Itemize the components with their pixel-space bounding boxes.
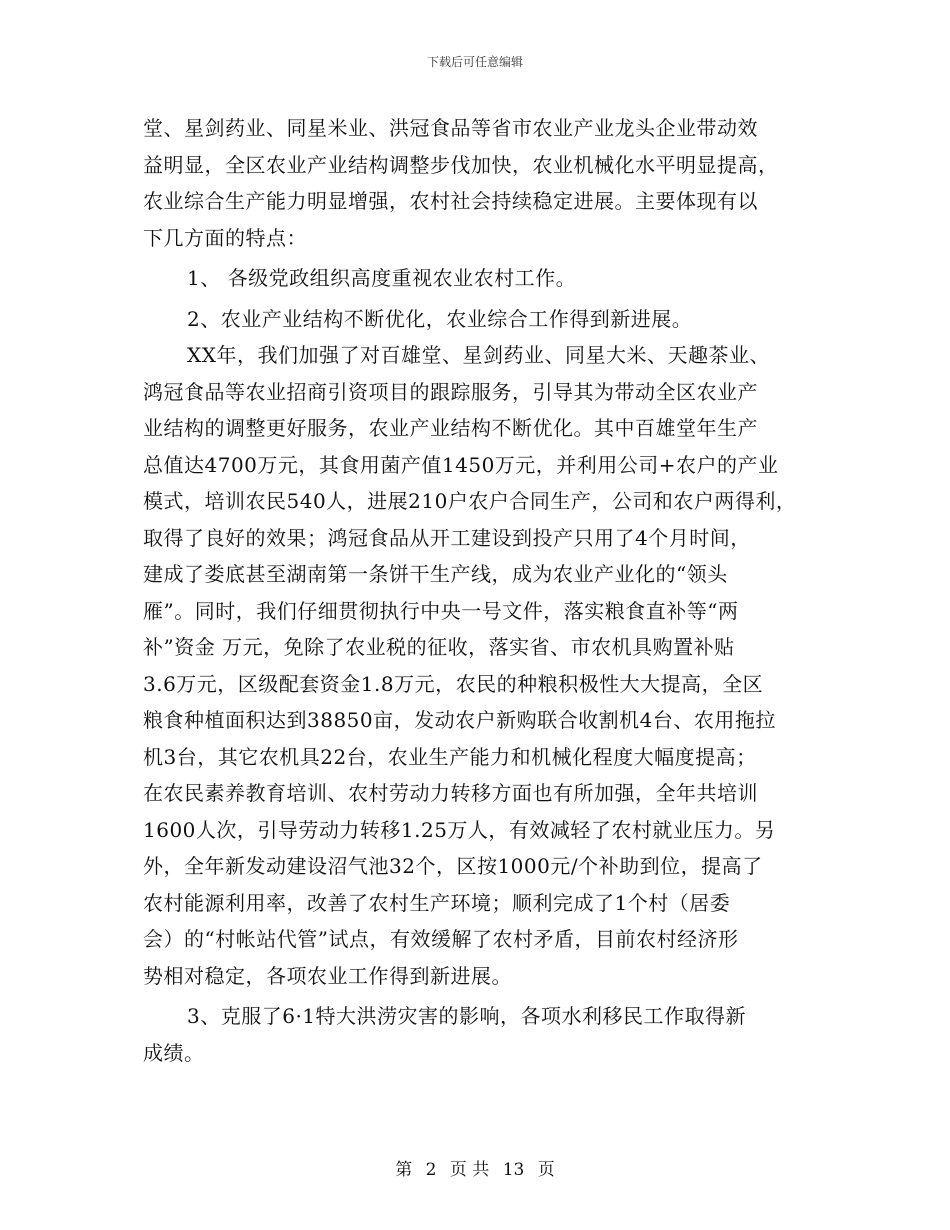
text-line: 会）的“村帐站代管”试点，有效缓解了农村矛盾，目前农村经济形 <box>143 927 739 951</box>
text-line: 堂、星剑药业、同星米业、洪冠食品等省市农业产业龙头企业带动效 <box>143 116 758 140</box>
text-line: 业结构的调整更好服务，农业产业结构不断优化。其中百雄堂年生产 <box>143 416 758 440</box>
page-suffix: 页 <box>537 1160 555 1180</box>
text-line: 农业综合生产能力明显增强，农村社会持续稳定进展。主要体现有以 <box>143 189 758 213</box>
text-line: 雁”。同时，我们仔细贯彻执行中央一号文件，落实粮食直补等“两 <box>143 598 739 623</box>
document-body <box>143 110 815 1071</box>
text-line: 在农民素养教育培训、农村劳动力转移方面也有所加强，全年共培训 <box>143 781 758 805</box>
text-line: 3.6万元，区级配套资金1.8万元，农民的种粮积极性大大提高，全区 <box>143 671 764 696</box>
text-line: 建成了娄底甚至湖南第一条饼干生产线，成为农业产业化的“领头 <box>143 562 728 586</box>
section-heading-2: 2、农业产业结构不断优化，农业综合工作得到新进展。 <box>187 306 693 331</box>
text-line: 取得了良好的效果；鸿冠食品从开工建设到投产只用了4个月时间， <box>143 525 751 550</box>
page-footer <box>0 1155 950 1180</box>
text-line: 1600人次，引导劳动力转移1.25万人，有效减轻了农村就业压力。另 <box>143 817 776 842</box>
text-line: 总值达4700万元，其食用菌产值1450万元，并利用公司+农户的产业 <box>143 452 779 477</box>
text-line: 益明显，全区农业产业结构调整步伐加快，农业机械化水平明显提高， <box>143 152 779 177</box>
section-heading-3: 3、克服了6·1特大洪涝灾害的影响，各项水利移民工作取得新 <box>187 1004 747 1028</box>
page-prefix: 第 <box>395 1160 413 1180</box>
section-heading-1: 1、 各级党政组织高度重视农业农村工作。 <box>187 266 577 290</box>
text-line: XX年，我们加强了对百雄堂、星剑药业、同星大米、天趣茶业、 <box>187 343 770 367</box>
text-line: 鸿冠食品等农业招商引资项目的跟踪服务，引导其为带动全区农业产 <box>143 379 758 404</box>
page-mid: 页 共 <box>449 1160 490 1180</box>
text-line: 模式，培训农民540人，进展210户农户合同生产，公司和农户两得利， <box>143 489 797 513</box>
text-line: 补”资金 万元，免除了农业税的征收，落实省、市农机具购置补贴 <box>143 635 735 659</box>
text-line: 下几方面的特点： <box>143 225 307 250</box>
text-line: 农村能源利用率，改善了农村生产环境；顺利完成了1个村（居委 <box>143 890 731 915</box>
text-line: 外，全年新发动建设沼气池32个，区按1000元/个补助到位，提高了 <box>143 854 763 878</box>
text-line: 粮食种植面积达到38850亩，发动农户新购联合收割机4台、农用拖拉 <box>143 708 776 732</box>
text-line: 成绩。 <box>143 1040 205 1065</box>
text-line: 势相对稳定，各项农业工作得到新进展。 <box>143 963 512 988</box>
page-header-note: 下载后可任意编辑 <box>426 55 523 69</box>
page-total-number: 13 <box>502 1160 525 1180</box>
page-current-number: 2 <box>425 1160 437 1180</box>
text-line: 机3台，其它农机具22台，农业生产能力和机械化程度大幅度提高； <box>143 744 757 769</box>
